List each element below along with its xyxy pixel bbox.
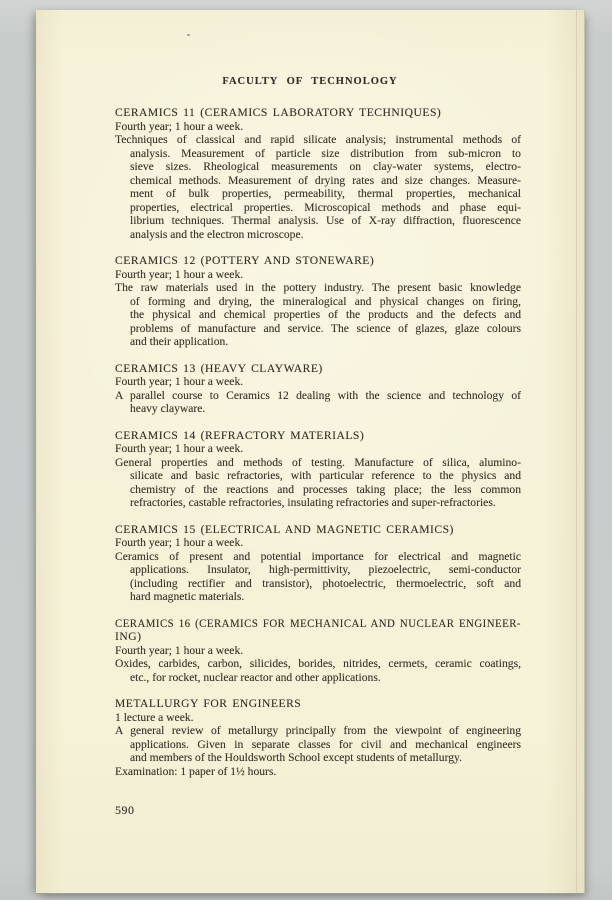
- course-title: [115, 617, 521, 644]
- description-line: the physical and chemical properties of the products and the defects and: [130, 308, 522, 321]
- course-schedule: 1 lecture a week.: [115, 710, 194, 724]
- description-line: analysis and the electron microscope.: [130, 227, 304, 241]
- description-line: A general review of metallurgy principally from the viewpoint of engineering: [115, 724, 522, 737]
- course-description: [115, 133, 521, 241]
- course-title-line: CERAMICS 13 (HEAVY CLAYWARE): [115, 361, 323, 375]
- description-line: Techniques of classical and rapid silicate analysis; instrumental methods of: [115, 133, 522, 146]
- course-section: [115, 429, 521, 510]
- description-line: of forming and drying, the mineralogical and physical changes on firing,: [130, 294, 521, 308]
- course-section: [115, 254, 521, 349]
- description-line: applications. Given in separate classes for civil and mechanical engineers: [130, 737, 521, 751]
- course-title-line: METALLURGY FOR ENGINEERS: [115, 697, 302, 710]
- course-title-line: CERAMICS 16 (CERAMICS FOR MECHANICAL AND NUCLEAR ENGINEER-: [115, 616, 521, 630]
- course-schedule: Fourth year; 1 hour a week.: [115, 375, 244, 388]
- course-description: [115, 550, 521, 604]
- description-line: The raw materials used in the pottery industry. The present basic knowledge: [115, 281, 521, 294]
- course-title: [115, 254, 521, 268]
- course-title: [115, 523, 521, 537]
- description-line: properties, electrical properties. Microscopical methods and phase equi-: [130, 200, 522, 214]
- description-line: chemical methods. Measurement of drying rates and size changes. Measure-: [130, 173, 521, 187]
- course-schedule: Fourth year; 1 hour a week.: [115, 536, 244, 549]
- description-line: (including rectifier and transistor), photoelectric, thermoelectric, soft and: [130, 576, 522, 590]
- course-schedule: Fourth year; 1 hour a week.: [115, 643, 244, 657]
- course-section: [115, 697, 521, 778]
- description-line: Ceramics of present and potential importance for electrical and magnetic: [115, 549, 521, 563]
- course-list: [115, 106, 521, 778]
- course-title-line: CERAMICS 14 (REFRACTORY MATERIALS): [115, 428, 365, 442]
- course-description: [115, 389, 521, 416]
- course-title-line: CERAMICS 15 (ELECTRICAL AND MAGNETIC CERAMICS): [115, 522, 454, 536]
- description-line: and their application.: [130, 335, 229, 348]
- course-title: [115, 106, 521, 120]
- page-header: FACULTY OF TECHNOLOGY: [222, 76, 398, 87]
- course-section: [115, 362, 521, 416]
- course-description: [115, 456, 521, 510]
- course-title-line: ING): [115, 630, 142, 643]
- book-page: [36, 10, 585, 894]
- page-content: [115, 106, 521, 818]
- description-line: heavy clayware.: [130, 402, 206, 415]
- course-title-line: CERAMICS 11 (CERAMICS LABORATORY TECHNIQUES): [115, 106, 442, 119]
- description-line: A parallel course to Ceramics 12 dealing with the science and technology of: [115, 388, 522, 402]
- course-schedule: Fourth year; 1 hour a week.: [115, 119, 244, 133]
- description-line: ment of bulk properties, permeability, thermal properties, mechanical: [130, 187, 521, 200]
- description-line: librium techniques. Thermal analysis. Use of X-ray diffraction, fluorescence: [130, 214, 521, 227]
- description-line: refractories, castable refractories, insulating refractories and super-refractories.: [130, 496, 496, 509]
- course-section: [115, 617, 521, 685]
- course-title-line: CERAMICS 12 (POTTERY AND STONEWARE): [115, 254, 375, 267]
- description-line: General properties and methods of testing. Manufacture of silica, alumino-: [115, 455, 521, 469]
- course-title: [115, 362, 521, 376]
- course-description: [115, 281, 521, 349]
- description-line: hard magnetic materials.: [130, 590, 245, 603]
- description-line: Oxides, carbides, carbon, silicides, borides, nitrides, cermets, ceramic coatings,: [115, 657, 521, 670]
- description-line: problems of manufacture and service. The science of glazes, glaze colours: [130, 321, 522, 335]
- page-number: 590: [115, 803, 135, 817]
- course-section: [115, 106, 521, 241]
- description-line: analysis. Measurement of particle size distribution from sub-micron to: [130, 146, 521, 160]
- ink-speck: [187, 34, 190, 36]
- exam-note: Examination: 1 paper of 1½ hours.: [115, 764, 277, 778]
- course-title: [115, 697, 521, 711]
- description-line: silicate and basic refractories, with particular reference to the physics and: [130, 469, 521, 482]
- description-line: sieve sizes. Rheological measurements on clay-water systems, electro-: [130, 160, 521, 173]
- course-section: [115, 523, 521, 604]
- description-line: and members of the Houldsworth School except students of metallurgy.: [130, 751, 462, 764]
- description-line: etc., for rocket, nuclear reactor and other applications.: [130, 670, 381, 684]
- description-line: chemistry of the reactions and processes taking place; the less common: [130, 482, 522, 496]
- course-schedule: Fourth year; 1 hour a week.: [115, 267, 244, 281]
- course-description: [115, 724, 521, 765]
- description-line: applications. Insulator, high-permittivity, piezoelectric, semi-conductor: [130, 563, 521, 576]
- course-description: [115, 657, 521, 684]
- course-schedule: Fourth year; 1 hour a week.: [115, 442, 244, 455]
- course-title: [115, 429, 521, 443]
